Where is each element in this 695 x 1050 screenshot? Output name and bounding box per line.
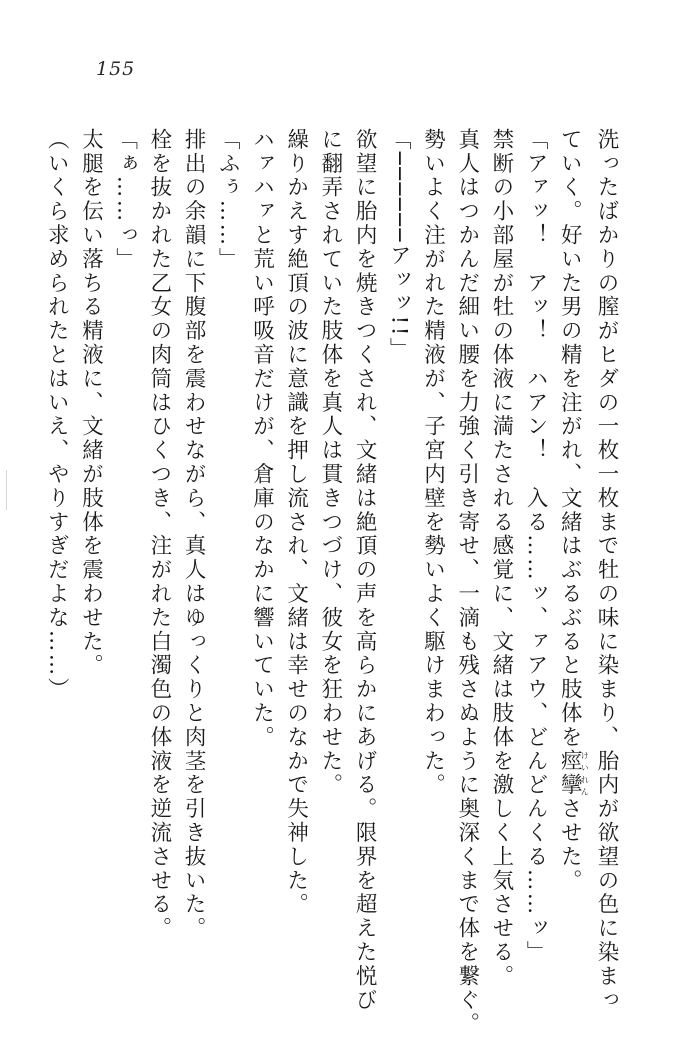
ruby-reading: けいれん (580, 749, 590, 798)
text-line: 真人はつかんだ細い腰を力強く引き寄せ、一滴も残さぬように奥深くまで体を繋ぐ。 (454, 128, 480, 1037)
text-line: 太腿を伝い落ちる精液に、文緒が肢体を震わせた。 (78, 128, 104, 678)
text-line: 勢いよく注がれた精液が、子宮内壁を勢いよく駆けまわった。 (420, 128, 446, 798)
text-line: 洗ったばかりの膣がヒダの一枚一枚まで牡の味に染まり、胎内が欲望の色に染まっ (594, 128, 619, 1013)
text-line: ていく。好いた男の精を注がれ、文緒はぶるぶると肢体を痙攣けいれんさせた。 (557, 128, 590, 893)
text-line: 「ふぅ……」 (215, 128, 241, 272)
text-line: ハァハァと荒い呼吸音だけが、倉庫のなかに響いていた。 (249, 128, 275, 750)
page-number: 155 (96, 58, 136, 80)
scan-edge-mark (6, 470, 7, 510)
text-line: 「ぁ……っ」 (112, 128, 138, 272)
ruby-annotation: 痙攣けいれん (557, 749, 590, 798)
text-line: 排出の余韻に下腹部を震わせながら、真人はゆっくりと肉茎を引き抜いた。 (181, 128, 207, 941)
text-line: 欲望に胎内を焼きつくされ、文緒は絶頂の声を高らかにあげる。限界を超えた悦び (352, 128, 378, 1013)
text-line: 栓を抜かれた乙女の肉筒はひくつき、注がれた白濁色の体液を逆流させる。 (146, 128, 172, 941)
text-line: 繰りかえす絶頂の波に意識を押し流され、文緒は幸せのなかで失神した。 (283, 128, 309, 917)
text-line: （いくら求められたとはいえ、やりすぎだよな……） (44, 128, 70, 702)
text-line: 禁断の小部屋が牡の体液に満たされる感覚に、文緒は肢体を激しく上気させる。 (488, 128, 514, 989)
text-line: 「アァッ！ アッ！ ハアン！ 入る……ッ、ァアウ、どんどんくる……ッ」 (523, 128, 549, 965)
body-text (44, 128, 623, 1037)
text-line: に翻弄されていた肢体を真人は貫きつづけ、彼女を狂わせた。 (317, 128, 343, 798)
text-line: 「──────アッッ!!」 (386, 128, 412, 362)
